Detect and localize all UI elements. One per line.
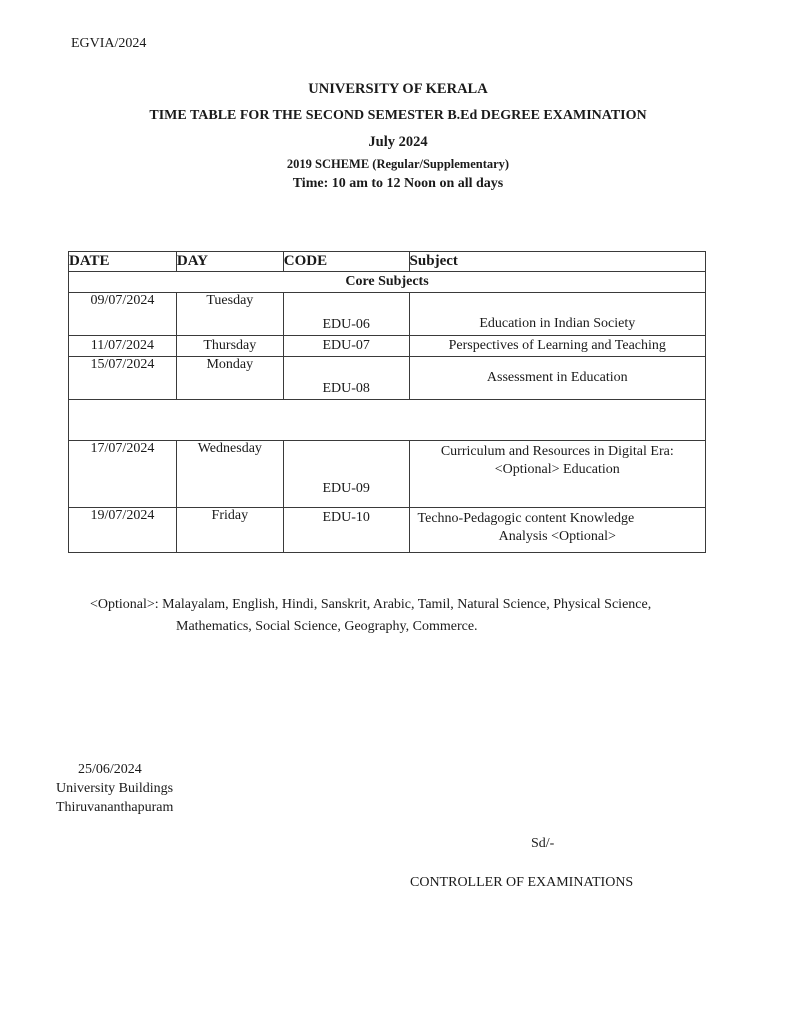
paper-subject-line2: <Optional> Education bbox=[494, 462, 620, 477]
optional-subjects-note bbox=[90, 594, 730, 638]
paper-subject-line1: Techno-Pedagogic content Knowledge bbox=[417, 511, 635, 526]
paper-subject: Education in Indian Society bbox=[409, 293, 705, 336]
paper-code: EDU-06 bbox=[283, 293, 409, 336]
exam-date: 15/07/2024 bbox=[69, 357, 177, 400]
table-row bbox=[69, 336, 706, 357]
exam-day: Thursday bbox=[176, 336, 283, 357]
university-name: UNIVERSITY OF KERALA bbox=[308, 81, 488, 97]
exam-day: Tuesday bbox=[176, 293, 283, 336]
paper-code: EDU-07 bbox=[283, 336, 409, 357]
paper-subject: Assessment in Education bbox=[409, 357, 705, 400]
blank-cell bbox=[69, 400, 706, 441]
paper-subject bbox=[409, 441, 705, 508]
column-header-date: DATE bbox=[69, 252, 177, 272]
exam-day: Monday bbox=[176, 357, 283, 400]
issue-place-line2: Thiruvananthapuram bbox=[56, 800, 174, 815]
paper-code: EDU-08 bbox=[283, 357, 409, 400]
exam-scheme: 2019 SCHEME (Regular/Supplementary) bbox=[286, 157, 510, 171]
column-header-code: CODE bbox=[283, 252, 409, 272]
table-row bbox=[69, 508, 706, 553]
exam-session: July 2024 bbox=[368, 134, 428, 150]
paper-subject-line1: Curriculum and Resources in Digital Era: bbox=[440, 444, 674, 459]
column-header-subject: Subject bbox=[409, 252, 705, 272]
paper-subject bbox=[409, 508, 705, 553]
reference-number: EGVIA/2024 bbox=[71, 36, 147, 51]
note-line1: <Optional>: Malayalam, English, Hindi, Sanskrit, Arabic, Tamil, Natural Science, Physical Science, bbox=[90, 597, 652, 612]
section-row bbox=[69, 272, 706, 293]
exam-time: Time: 10 am to 12 Noon on all days bbox=[292, 176, 504, 191]
exam-date: 09/07/2024 bbox=[69, 293, 177, 336]
table-row bbox=[69, 441, 706, 508]
table-row bbox=[69, 293, 706, 336]
paper-subject-line2: Analysis <Optional> bbox=[498, 529, 616, 544]
timetable bbox=[68, 251, 706, 553]
exam-date: 19/07/2024 bbox=[69, 508, 177, 553]
exam-date: 17/07/2024 bbox=[69, 441, 177, 508]
issue-date: 25/06/2024 bbox=[78, 762, 142, 777]
paper-code: EDU-09 bbox=[283, 441, 409, 508]
section-label: Core Subjects bbox=[69, 272, 706, 293]
page-title: TIME TABLE FOR THE SECOND SEMESTER B.Ed DEGREE EXAMINATION bbox=[149, 108, 647, 123]
table-row bbox=[69, 357, 706, 400]
signatory-title: CONTROLLER OF EXAMINATIONS bbox=[410, 875, 634, 890]
paper-code: EDU-10 bbox=[283, 508, 409, 553]
exam-date: 11/07/2024 bbox=[69, 336, 177, 357]
issue-place-line1: University Buildings bbox=[56, 781, 174, 796]
blank-row bbox=[69, 400, 706, 441]
signature: Sd/- bbox=[531, 836, 555, 851]
paper-subject: Perspectives of Learning and Teaching bbox=[409, 336, 705, 357]
table-header-row bbox=[69, 252, 706, 272]
note-line2: Mathematics, Social Science, Geography, Commerce. bbox=[176, 619, 478, 634]
exam-day: Friday bbox=[176, 508, 283, 553]
exam-day: Wednesday bbox=[176, 441, 283, 508]
column-header-day: DAY bbox=[176, 252, 283, 272]
